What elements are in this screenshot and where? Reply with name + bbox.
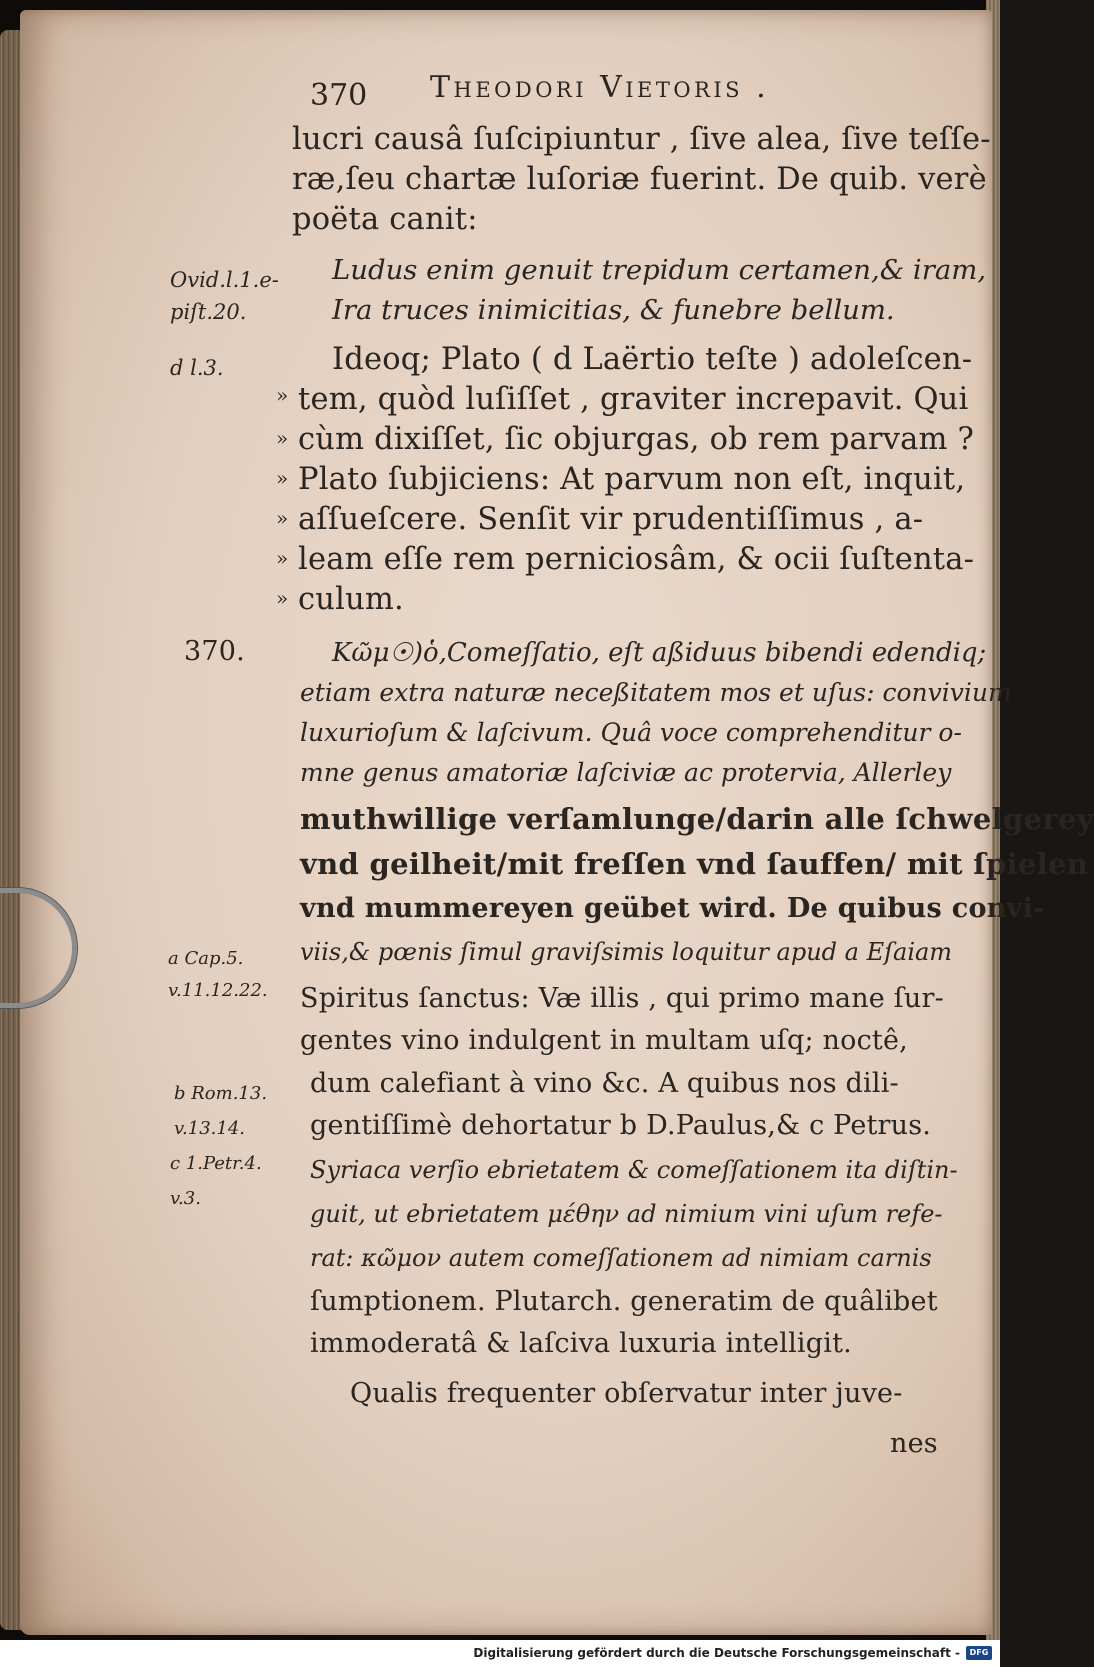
text-line: ſumptionem. Plutarch. generatim de quâlibet [310,1286,938,1317]
margin-note: 370. [184,636,245,667]
text-line: gentes vino indulgent in multam uſq; noctê, [300,1025,908,1056]
text-line: Ideoq; Plato ( d Laërtio teſte ) adoleſcen- [332,342,973,377]
text-line: dum calefiant à vino &c. A quibus nos dili- [310,1068,899,1099]
fraktur-line: vnd mummereyen geübet wird. De quibus convi- [300,893,1045,924]
text-line: Syriaca verſio ebrietatem & comeſſationem ita diſtin- [310,1156,958,1184]
text-line: immoderatâ & laſciva luxuria intelligit. [310,1328,852,1359]
text-line: guit, ut ebrietatem μέθην ad nimium vini uſum refe- [310,1200,943,1228]
text-line: Plato ſubjiciens: At parvum non eſt, inquit, [298,462,966,497]
verse-line: Ludus enim genuit trepidum certamen,& iram, [332,254,987,286]
text-line: poëta canit: [292,202,478,237]
text-line: luxurioſum & laſcivum. Quâ voce comprehenditur o- [300,718,962,747]
quote-mark: » [276,546,289,570]
margin-note: Ovid.l.1.e- [170,268,279,292]
text-line: cùm dixiſſet, ſic objurgas, ob rem parvam ? [298,422,975,457]
text-line: rat: κῶμον autem comeſſationem ad nimiam carnis [310,1244,932,1272]
fraktur-line: vnd geilheit/mit freſſen vnd ſauffen/ mit ſpielen [300,847,1089,881]
text-line: gentiſſimè dehortatur b D.Paulus,& c Petrus. [310,1110,932,1141]
text-line: culum. [298,582,404,617]
text-line: Κῶμ☉)ὁ,Comeſſatio, eſt aßiduus bibendi edendiq; [332,638,987,668]
margin-note: c 1.Petr.4. [170,1153,262,1174]
margin-note: v.3. [170,1188,201,1209]
margin-note: b Rom.13. [174,1083,268,1104]
text-line: nes [890,1428,938,1459]
text-line: mne genus amatoriæ laſciviæ ac protervia, Allerley [300,758,952,787]
text-line: Spiritus ſanctus: Væ illis , qui primo mane ſur- [300,983,944,1014]
page-number: 370 [310,78,368,113]
text-line: etiam extra naturæ neceßitatem mos et uſus: convivium [300,678,1012,707]
text-line: lucri causâ ſuſcipiuntur , ſive alea, ſive teſſe- [292,122,991,157]
fraktur-line: muthwillige verſamlunge/darin alle ſchwelgerey [300,802,1094,836]
text-line: aſſueſcere. Senſit vir prudentiſſimus , a- [298,502,924,537]
margin-note: d l.3. [170,356,224,380]
book-page [20,10,1094,1635]
quote-mark: » [276,383,289,407]
text-line: ræ,ſeu chartæ luſoriæ fuerint. De quib. verè [292,162,987,197]
text-line: viis,& pœnis ſimul graviſsimis loquitur apud a Eſaiam [300,938,953,966]
margin-note: v.13.14. [174,1118,246,1139]
quote-mark: » [276,506,289,530]
quote-mark: » [276,586,289,610]
footer-bar [0,1640,1000,1667]
text-line: leam eſſe rem perniciosâm, & ocii ſuſtenta- [298,542,975,577]
footer-credit: Digitalisierung gefördert durch die Deutsche Forschungsgemeinschaft - [473,1646,960,1660]
text-line: Qualis frequenter obſervatur inter juve- [350,1378,903,1409]
margin-note: a Cap.5. [168,948,244,969]
text-line: tem, quòd luſiſſet , graviter increpavit. Qui [298,382,969,417]
running-title: Theodori Vietoris . [430,70,770,105]
dfg-logo: DFG [966,1646,992,1660]
verse-line: Ira truces inimicitias, & funebre bellum. [332,294,895,326]
margin-note: v.11.12.22. [168,980,268,1001]
quote-mark: » [276,466,289,490]
margin-note: piſt.20. [170,300,247,324]
quote-mark: » [276,426,289,450]
